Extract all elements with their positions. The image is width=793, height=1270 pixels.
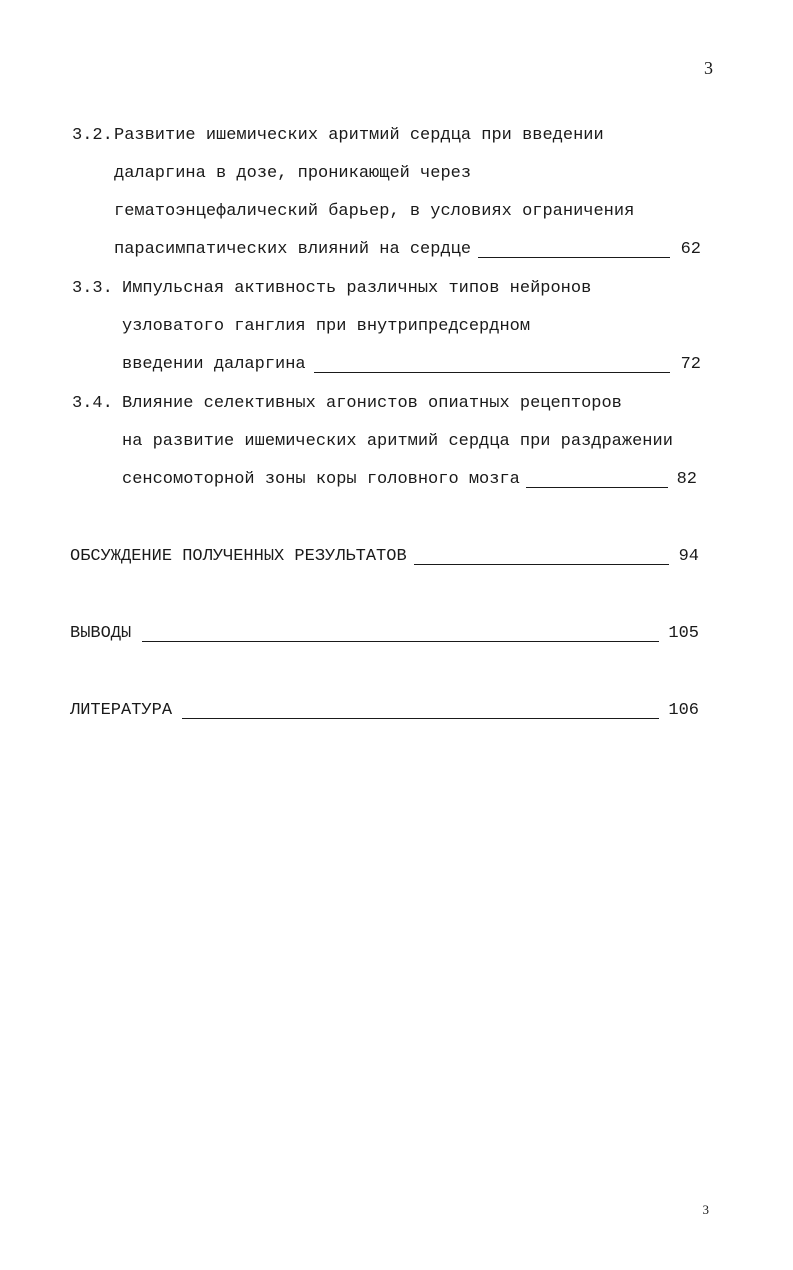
page-ref: 94	[678, 547, 699, 566]
toc-entry-text: гематоэнцефалический барьер, в условиях ограничения	[114, 202, 635, 221]
page-ref: 62	[680, 240, 701, 259]
toc-entry-title: ЛИТЕРАТУРА	[70, 701, 173, 720]
page-ref: 72	[680, 355, 701, 374]
section-number: 3.2.	[72, 126, 113, 145]
dot-leader	[182, 718, 659, 719]
page-number-top: 3	[704, 58, 713, 78]
dot-leader	[414, 564, 669, 565]
toc-entry-text: Развитие ишемических аритмий сердца при введении	[114, 126, 604, 145]
toc-entry-title: ВЫВОДЫ	[70, 624, 132, 643]
toc-entry-text: сенсомоторной зоны коры головного мозга	[122, 470, 520, 489]
toc-entry-text: введении даларгина	[122, 355, 306, 374]
toc-entry-text: узловатого ганглия при внутрипредсердном	[122, 317, 531, 336]
dot-leader	[142, 641, 659, 642]
page-ref: 106	[668, 701, 699, 720]
page-number-bottom: 3	[702, 1202, 709, 1217]
toc-entry-text: парасимпатических влияний на сердце	[114, 240, 472, 259]
dot-leader	[526, 487, 668, 488]
section-number: 3.3.	[72, 279, 113, 298]
page-ref: 105	[668, 624, 699, 643]
dot-leader	[314, 372, 670, 373]
toc-entry-text: Влияние селективных агонистов опиатных рецепторов	[122, 394, 622, 413]
toc-entry-text: даларгина в дозе, проникающей через	[114, 164, 472, 183]
toc-entry-text: Импульсная активность различных типов нейронов	[122, 279, 592, 298]
section-number: 3.4.	[72, 394, 113, 413]
toc-entry-text: на развитие ишемических аритмий сердца при раздражении	[122, 432, 673, 451]
page-ref: 82	[676, 470, 697, 489]
dot-leader	[478, 257, 670, 258]
toc-entry-title: ОБСУЖДЕНИЕ ПОЛУЧЕННЫХ РЕЗУЛЬТАТОВ	[70, 547, 407, 566]
